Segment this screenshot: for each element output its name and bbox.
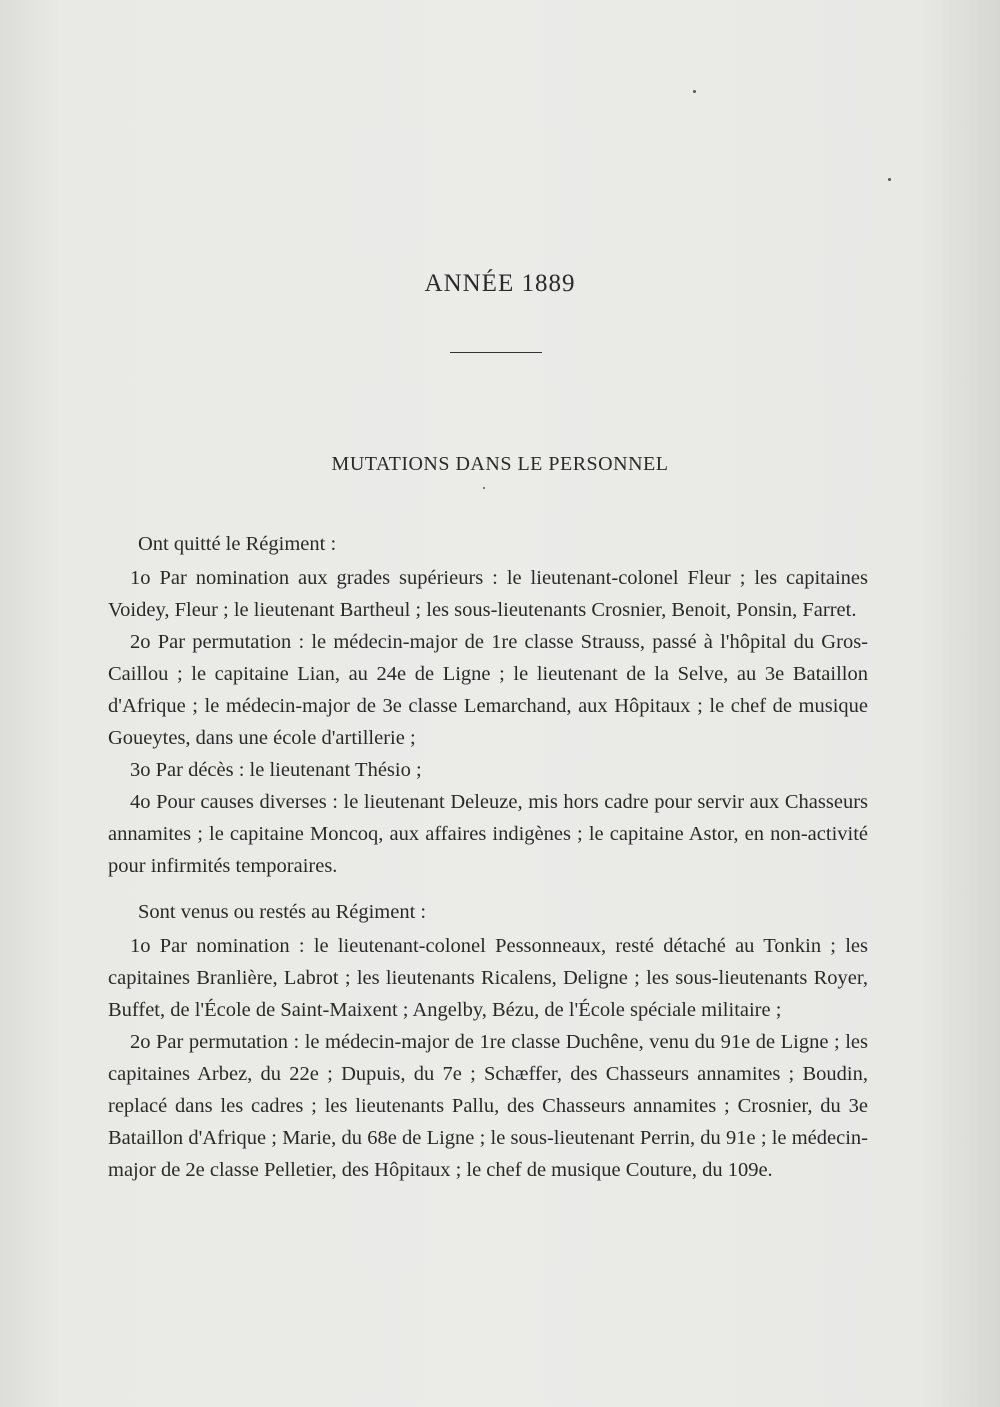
left-regiment-intro: Ont quitté le Régiment : [138,533,337,555]
paper-speck [888,178,891,181]
joined-item-2: 2o Par permutation : le médecin-major de 1re classe Duchêne, venu du 91e de Ligne ; les capitaines Arbez, du 22e ; Dupuis, du 7e ; Schæffer, des Chasseurs annamites ; Boudin, replacé dans les cadres ; les lieutenants Pallu, des Chasseurs annamites ; Crosnier, du 3e Bataillon d'Afrique ; Marie, du 68e de Ligne ; le sous-lieutenant Perrin, du 91e ; le médecin-major de 2e classe Pelletier, des Hôpitaux ; le chef de musique Couture, du 109e. [108,1031,868,1181]
page-title: ANNÉE 1889 [424,270,576,297]
paragraph-gap [108,882,868,896]
left-item-2: 2o Par permutation : le médecin-major de 1re classe Strauss, passé à l'hôpital du Gros-Caillou ; le capitaine Lian, au 24e de Ligne ; le lieutenant de la Selve, au 3e Bataillon d'Afrique ; le médecin-major de 3e classe Lemarchand, aux Hôpitaux ; le chef de musique Goueytes, dans une école d'artillerie ; [108,631,868,749]
document-body [108,528,868,1186]
section-heading: MUTATIONS DANS LE PERSONNEL [331,453,669,475]
paper-speck [483,487,485,489]
left-item-4: 4o Pour causes diverses : le lieutenant Deleuze, mis hors cadre pour servir aux Chasseurs annamites ; le capitaine Moncoq, aux affaires indigènes ; le capitaine Astor, en non-activité pour infirmités temporaires. [108,791,868,877]
joined-regiment-intro: Sont venus ou restés au Régiment : [138,901,427,923]
paper-speck [693,90,696,93]
joined-item-1: 1o Par nomination : le lieutenant-colonel Pessonneaux, resté détaché au Tonkin ; les capitaines Branlière, Labrot ; les lieutenants Ricalens, Deligne ; les sous-lieutenants Royer, Buffet, de l'École de Saint-Maixent ; Angelby, Bézu, de l'École spéciale militaire ; [108,935,868,1021]
left-item-3: 3o Par décès : le lieutenant Thésio ; [130,759,422,781]
title-divider [450,352,542,353]
left-item-1: 1o Par nomination aux grades supérieurs : le lieutenant-colonel Fleur ; les capitaines Voidey, Fleur ; le lieutenant Bartheul ; les sous-lieutenants Crosnier, Benoit, Ponsin, Farret. [108,567,868,621]
